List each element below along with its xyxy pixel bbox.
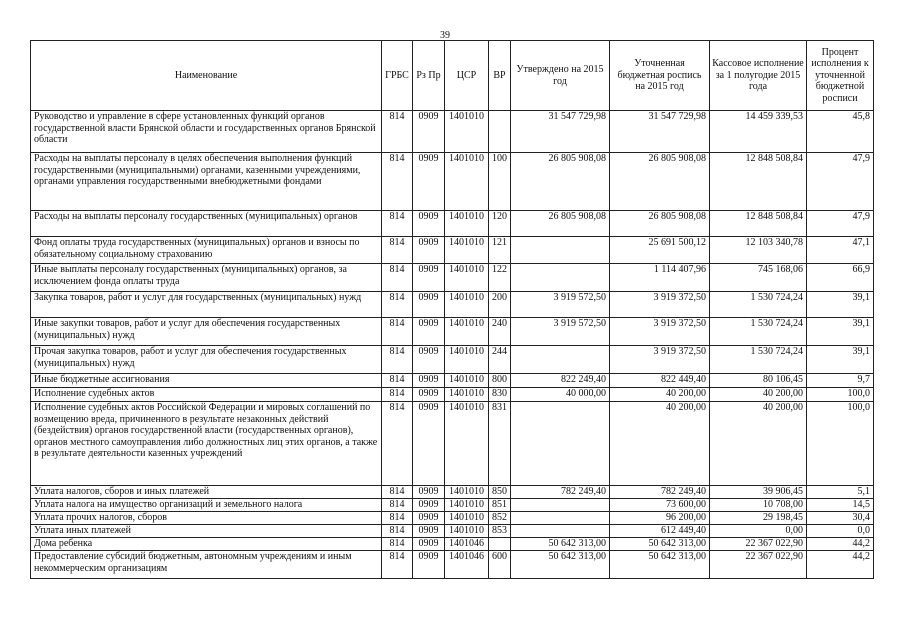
header-rzpr: Рз Пр [413, 41, 445, 111]
cell-approved: 50 642 313,00 [511, 551, 610, 579]
cell-name: Иные закупки товаров, работ и услуг для обеспечения государственных (муниципальных) нужд [31, 318, 382, 346]
cell-vr: 850 [489, 486, 511, 499]
cell-name: Иные выплаты персоналу государственных (муниципальных) органов, за исключением фонда оплаты труда [31, 264, 382, 292]
cell-grbs: 814 [382, 525, 413, 538]
cell-percent: 100,0 [807, 388, 874, 402]
cell-grbs: 814 [382, 551, 413, 579]
header-csr: ЦСР [445, 41, 489, 111]
table-row [31, 512, 874, 525]
cell-percent: 39,1 [807, 318, 874, 346]
cell-approved [511, 525, 610, 538]
table-row [31, 346, 874, 374]
cell-refined: 3 919 372,50 [610, 346, 710, 374]
cell-grbs: 814 [382, 346, 413, 374]
cell-name: Фонд оплаты труда государственных (муниципальных) органов и взносы по обязательному социальному страхованию [31, 237, 382, 264]
cell-percent: 66,9 [807, 264, 874, 292]
table-row [31, 237, 874, 264]
cell-rzpr: 0909 [413, 292, 445, 318]
header-cash: Кассовое исполнение за 1 полугодие 2015 года [710, 41, 807, 111]
cell-name: Исполнение судебных актов [31, 388, 382, 402]
cell-vr: 244 [489, 346, 511, 374]
table-row [31, 211, 874, 237]
cell-approved: 26 805 908,08 [511, 153, 610, 211]
cell-name: Уплата иных платежей [31, 525, 382, 538]
table-row [31, 318, 874, 346]
cell-refined: 3 919 372,50 [610, 292, 710, 318]
cell-vr: 851 [489, 499, 511, 512]
cell-refined: 25 691 500,12 [610, 237, 710, 264]
cell-cash: 22 367 022,90 [710, 551, 807, 579]
cell-refined: 612 449,40 [610, 525, 710, 538]
header-grbs: ГРБС [382, 41, 413, 111]
cell-cash: 1 530 724,24 [710, 318, 807, 346]
table-row [31, 374, 874, 388]
cell-name: Прочая закупка товаров, работ и услуг для обеспечения государственных (муниципальных) нужд [31, 346, 382, 374]
cell-grbs: 814 [382, 388, 413, 402]
cell-name: Уплата налогов, сборов и иных платежей [31, 486, 382, 499]
cell-approved [511, 512, 610, 525]
cell-cash: 22 367 022,90 [710, 538, 807, 551]
cell-grbs: 814 [382, 153, 413, 211]
cell-grbs: 814 [382, 512, 413, 525]
cell-csr: 1401010 [445, 512, 489, 525]
table-row [31, 292, 874, 318]
cell-vr: 830 [489, 388, 511, 402]
cell-vr: 121 [489, 237, 511, 264]
table-row [31, 153, 874, 211]
cell-vr: 200 [489, 292, 511, 318]
header-vr: ВР [489, 41, 511, 111]
cell-grbs: 814 [382, 402, 413, 486]
cell-refined: 822 449,40 [610, 374, 710, 388]
cell-csr: 1401010 [445, 153, 489, 211]
cell-percent: 44,2 [807, 538, 874, 551]
budget-table [30, 40, 874, 579]
cell-refined: 50 642 313,00 [610, 551, 710, 579]
cell-approved: 782 249,40 [511, 486, 610, 499]
cell-name: Расходы на выплаты персоналу в целях обеспечения выполнения функций государственными (муниципальными) органами, казенными учреждениями, органами управления государственными внебюджетными фондами [31, 153, 382, 211]
cell-refined: 40 200,00 [610, 402, 710, 486]
cell-refined: 31 547 729,98 [610, 111, 710, 153]
cell-cash: 14 459 339,53 [710, 111, 807, 153]
cell-vr: 120 [489, 211, 511, 237]
table-row [31, 264, 874, 292]
cell-rzpr: 0909 [413, 402, 445, 486]
cell-name: Дома ребенка [31, 538, 382, 551]
cell-rzpr: 0909 [413, 153, 445, 211]
cell-refined: 1 114 407,96 [610, 264, 710, 292]
cell-rzpr: 0909 [413, 525, 445, 538]
page-number: 39 [440, 30, 450, 41]
header-row [31, 41, 874, 111]
table-row [31, 388, 874, 402]
cell-rzpr: 0909 [413, 111, 445, 153]
cell-cash: 39 906,45 [710, 486, 807, 499]
table-row [31, 111, 874, 153]
cell-percent: 39,1 [807, 292, 874, 318]
cell-cash: 12 848 508,84 [710, 211, 807, 237]
cell-refined: 40 200,00 [610, 388, 710, 402]
cell-name: Уплата прочих налогов, сборов [31, 512, 382, 525]
cell-percent: 45,8 [807, 111, 874, 153]
cell-refined: 3 919 372,50 [610, 318, 710, 346]
cell-approved: 40 000,00 [511, 388, 610, 402]
cell-cash: 40 200,00 [710, 388, 807, 402]
cell-vr: 853 [489, 525, 511, 538]
cell-grbs: 814 [382, 486, 413, 499]
cell-rzpr: 0909 [413, 237, 445, 264]
cell-grbs: 814 [382, 292, 413, 318]
cell-csr: 1401010 [445, 111, 489, 153]
cell-rzpr: 0909 [413, 512, 445, 525]
cell-cash: 29 198,45 [710, 512, 807, 525]
cell-rzpr: 0909 [413, 318, 445, 346]
cell-grbs: 814 [382, 538, 413, 551]
cell-csr: 1401010 [445, 499, 489, 512]
cell-grbs: 814 [382, 264, 413, 292]
cell-approved: 3 919 572,50 [511, 318, 610, 346]
cell-csr: 1401010 [445, 486, 489, 499]
cell-vr [489, 538, 511, 551]
cell-vr: 100 [489, 153, 511, 211]
cell-cash: 80 106,45 [710, 374, 807, 388]
cell-refined: 26 805 908,08 [610, 211, 710, 237]
cell-percent: 44,2 [807, 551, 874, 579]
table-row [31, 525, 874, 538]
cell-name: Иные бюджетные ассигнования [31, 374, 382, 388]
cell-cash: 40 200,00 [710, 402, 807, 486]
cell-percent: 100,0 [807, 402, 874, 486]
cell-rzpr: 0909 [413, 374, 445, 388]
cell-approved [511, 499, 610, 512]
cell-refined: 50 642 313,00 [610, 538, 710, 551]
cell-refined: 26 805 908,08 [610, 153, 710, 211]
cell-vr: 852 [489, 512, 511, 525]
cell-percent: 30,4 [807, 512, 874, 525]
cell-percent: 39,1 [807, 346, 874, 374]
cell-grbs: 814 [382, 111, 413, 153]
cell-name: Закупка товаров, работ и услуг для государственных (муниципальных) нужд [31, 292, 382, 318]
table-body [31, 111, 874, 579]
cell-percent: 9,7 [807, 374, 874, 388]
table-row [31, 486, 874, 499]
cell-approved: 822 249,40 [511, 374, 610, 388]
cell-refined: 782 249,40 [610, 486, 710, 499]
cell-rzpr: 0909 [413, 538, 445, 551]
cell-rzpr: 0909 [413, 499, 445, 512]
cell-approved [511, 402, 610, 486]
cell-approved [511, 346, 610, 374]
cell-rzpr: 0909 [413, 211, 445, 237]
cell-approved: 50 642 313,00 [511, 538, 610, 551]
cell-vr: 831 [489, 402, 511, 486]
cell-percent: 47,9 [807, 153, 874, 211]
cell-csr: 1401010 [445, 374, 489, 388]
cell-rzpr: 0909 [413, 388, 445, 402]
cell-percent: 14,5 [807, 499, 874, 512]
cell-percent: 47,9 [807, 211, 874, 237]
cell-csr: 1401010 [445, 237, 489, 264]
cell-csr: 1401010 [445, 388, 489, 402]
cell-cash: 0,00 [710, 525, 807, 538]
cell-percent: 5,1 [807, 486, 874, 499]
cell-csr: 1401010 [445, 264, 489, 292]
cell-name: Расходы на выплаты персоналу государственных (муниципальных) органов [31, 211, 382, 237]
cell-cash: 745 168,06 [710, 264, 807, 292]
cell-refined: 73 600,00 [610, 499, 710, 512]
cell-csr: 1401046 [445, 551, 489, 579]
cell-grbs: 814 [382, 211, 413, 237]
header-approved: Утверждено на 2015 год [511, 41, 610, 111]
cell-approved: 26 805 908,08 [511, 211, 610, 237]
cell-grbs: 814 [382, 374, 413, 388]
table-row [31, 499, 874, 512]
cell-percent: 47,1 [807, 237, 874, 264]
cell-csr: 1401010 [445, 292, 489, 318]
header-percent: Процент исполнения к уточненной бюджетной росписи [807, 41, 874, 111]
cell-approved: 3 919 572,50 [511, 292, 610, 318]
cell-csr: 1401010 [445, 525, 489, 538]
cell-name: Уплата налога на имущество организаций и земельного налога [31, 499, 382, 512]
cell-vr: 600 [489, 551, 511, 579]
cell-cash: 10 708,00 [710, 499, 807, 512]
cell-approved: 31 547 729,98 [511, 111, 610, 153]
cell-percent: 0,0 [807, 525, 874, 538]
cell-rzpr: 0909 [413, 264, 445, 292]
cell-name: Исполнение судебных актов Российской Федерации и мировых соглашений по возмещению вреда, причиненного в результате незаконных действий (бездействия) органов государственной власти (государственных органов), органов местного самоуправления либо должностных лиц этих органов, а также в результате деятельности казенных учреждений [31, 402, 382, 486]
cell-vr: 800 [489, 374, 511, 388]
cell-csr: 1401010 [445, 346, 489, 374]
cell-csr: 1401046 [445, 538, 489, 551]
cell-vr: 122 [489, 264, 511, 292]
cell-rzpr: 0909 [413, 346, 445, 374]
cell-csr: 1401010 [445, 211, 489, 237]
cell-cash: 1 530 724,24 [710, 292, 807, 318]
cell-approved [511, 264, 610, 292]
cell-name: Руководство и управление в сфере установленных функций органов государственной власти Брянской области и государственных органов Брянской области [31, 111, 382, 153]
cell-rzpr: 0909 [413, 486, 445, 499]
cell-approved [511, 237, 610, 264]
cell-grbs: 814 [382, 318, 413, 346]
cell-vr: 240 [489, 318, 511, 346]
cell-grbs: 814 [382, 237, 413, 264]
header-refined: Уточненная бюджетная роспись на 2015 год [610, 41, 710, 111]
cell-rzpr: 0909 [413, 551, 445, 579]
cell-cash: 12 848 508,84 [710, 153, 807, 211]
cell-vr [489, 111, 511, 153]
cell-name: Предоставление субсидий бюджетным, автономным учреждениям и иным некоммерческим организациям [31, 551, 382, 579]
cell-cash: 1 530 724,24 [710, 346, 807, 374]
table-row [31, 551, 874, 579]
cell-csr: 1401010 [445, 402, 489, 486]
cell-csr: 1401010 [445, 318, 489, 346]
table-row [31, 538, 874, 551]
cell-grbs: 814 [382, 499, 413, 512]
header-name: Наименование [31, 41, 382, 111]
cell-refined: 96 200,00 [610, 512, 710, 525]
cell-cash: 12 103 340,78 [710, 237, 807, 264]
table-row [31, 402, 874, 486]
